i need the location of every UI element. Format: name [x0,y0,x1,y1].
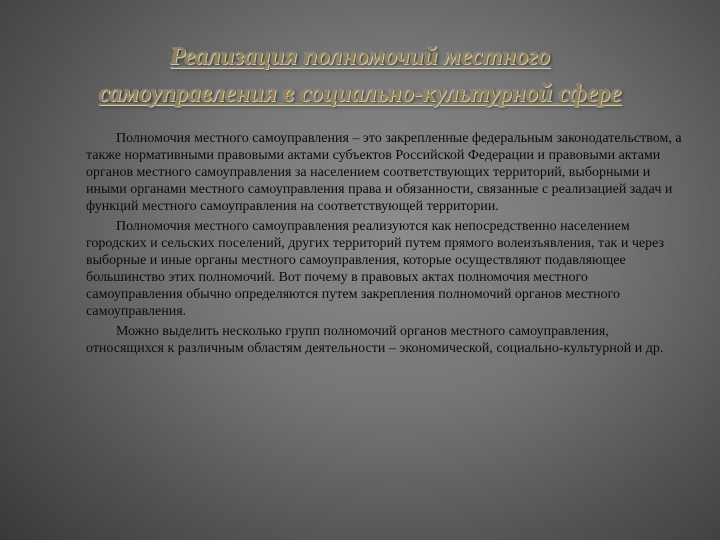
paragraph-groups: Можно выделить несколько групп полномочий органов местного самоуправления, относящихся к различным областям деятельности – экономической, социально-культурной и др. [86,324,664,356]
slide-title-line-1: Реализация полномочий местного [169,43,551,70]
paragraph-implementation: Полномочия местного самоуправления реализуются как непосредственно населением городских и сельских поселений, других территорий путем прямого волеизъявления, так и через выборные и иные органы местного самоуправления, которые осуществляют подавляющее большинство этих полномочий. Вот почему в правовых актах полномочия местного самоуправления обычно определяются путем закрепления полномочий органов местного самоуправления. [86,219,664,319]
slide-title [30,38,690,112]
paragraph-definition: Полномочия местного самоуправления – это закрепленные федеральным законодательством, а также нормативными правовыми актами субъектов Российской Федерации и правовыми актами органов местного самоуправления за населением соответствующих территорий, выборными и иными органами местного самоуправления права и обязанности, связанные с реализацией задач и функций местного самоуправления на соответствующей территории. [86,131,682,214]
slide-body-text [86,130,686,357]
slide-title-line-2: самоуправления в социально-культурной сфере [98,80,622,107]
